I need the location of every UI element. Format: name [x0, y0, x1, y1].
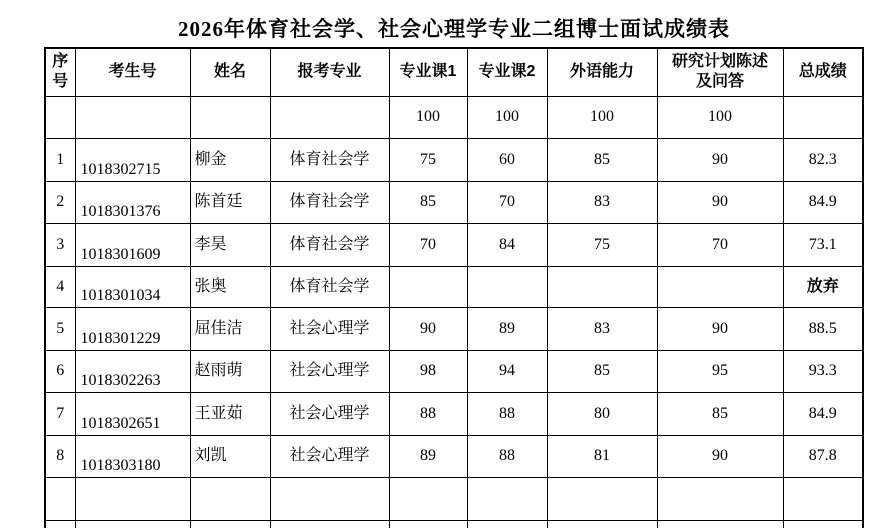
- table-row: [45, 307, 863, 350]
- max-score-cell: [45, 96, 75, 138]
- empty-cell: [270, 520, 389, 528]
- cell-research-plan: 90: [657, 181, 783, 223]
- max-score-cell: 100: [547, 96, 657, 138]
- cell-major: 社会心理学: [270, 350, 389, 392]
- cell-course2: 88: [467, 392, 547, 435]
- empty-row: [45, 477, 863, 520]
- cell-candidate-id: 1018302715: [75, 138, 190, 181]
- cell-seq: 6: [45, 350, 75, 392]
- cell-name: 陈首廷: [190, 181, 270, 223]
- cell-course1: [389, 266, 467, 307]
- cell-foreign-language: 83: [547, 307, 657, 350]
- cell-major: 体育社会学: [270, 138, 389, 181]
- empty-cell: [270, 477, 389, 520]
- column-header-seq: 序号: [45, 48, 75, 96]
- empty-cell: [467, 477, 547, 520]
- column-header-candidate-id: 考生号: [75, 48, 190, 96]
- cell-major: 体育社会学: [270, 181, 389, 223]
- empty-cell: [190, 477, 270, 520]
- empty-cell: [547, 520, 657, 528]
- empty-cell: [547, 477, 657, 520]
- cell-major: 体育社会学: [270, 223, 389, 266]
- table-row: [45, 181, 863, 223]
- cell-course2: 70: [467, 181, 547, 223]
- cell-course2: [467, 266, 547, 307]
- cell-research-plan: 90: [657, 435, 783, 477]
- table-row: [45, 266, 863, 307]
- empty-cell: [75, 520, 190, 528]
- cell-course2: 60: [467, 138, 547, 181]
- empty-cell: [783, 520, 863, 528]
- cell-course1: 70: [389, 223, 467, 266]
- cell-seq: 2: [45, 181, 75, 223]
- cell-name: 柳金: [190, 138, 270, 181]
- max-score-cell: [75, 96, 190, 138]
- cell-course2: 89: [467, 307, 547, 350]
- cell-name: 李昊: [190, 223, 270, 266]
- cell-total: 87.8: [783, 435, 863, 477]
- cell-seq: 3: [45, 223, 75, 266]
- table-row: [45, 223, 863, 266]
- max-score-cell: [783, 96, 863, 138]
- max-score-row: [45, 96, 863, 138]
- cell-candidate-id: 1018302651: [75, 392, 190, 435]
- cell-foreign-language: [547, 266, 657, 307]
- max-score-cell: [270, 96, 389, 138]
- cell-total: 84.9: [783, 392, 863, 435]
- cell-candidate-id: 1018301034: [75, 266, 190, 307]
- cell-seq: 8: [45, 435, 75, 477]
- cell-research-plan: 90: [657, 138, 783, 181]
- column-header-name: 姓名: [190, 48, 270, 96]
- empty-cell: [657, 520, 783, 528]
- cell-foreign-language: 80: [547, 392, 657, 435]
- cell-total: 88.5: [783, 307, 863, 350]
- column-header-course1: 专业课1: [389, 48, 467, 96]
- cell-foreign-language: 75: [547, 223, 657, 266]
- table-row: [45, 350, 863, 392]
- cell-name: 王亚茹: [190, 392, 270, 435]
- cell-major: 社会心理学: [270, 307, 389, 350]
- cell-seq: 7: [45, 392, 75, 435]
- empty-cell: [467, 520, 547, 528]
- cell-total: 84.9: [783, 181, 863, 223]
- cell-foreign-language: 81: [547, 435, 657, 477]
- cell-research-plan: [657, 266, 783, 307]
- empty-cell: [190, 520, 270, 528]
- cell-course2: 94: [467, 350, 547, 392]
- cell-major: 社会心理学: [270, 392, 389, 435]
- cell-course1: 85: [389, 181, 467, 223]
- cell-total: 93.3: [783, 350, 863, 392]
- cell-total: 73.1: [783, 223, 863, 266]
- cell-name: 刘凯: [190, 435, 270, 477]
- cell-course1: 98: [389, 350, 467, 392]
- column-header-course2: 专业课2: [467, 48, 547, 96]
- cell-course1: 88: [389, 392, 467, 435]
- empty-cell: [75, 477, 190, 520]
- cell-name: 张奥: [190, 266, 270, 307]
- header-row: [45, 48, 863, 96]
- empty-cell: [45, 520, 75, 528]
- cell-foreign-language: 85: [547, 138, 657, 181]
- cell-seq: 4: [45, 266, 75, 307]
- cell-total-withdrawn: 放弃: [783, 266, 863, 307]
- cell-name: 屈佳洁: [190, 307, 270, 350]
- cell-foreign-language: 83: [547, 181, 657, 223]
- max-score-cell: 100: [657, 96, 783, 138]
- cell-research-plan: 85: [657, 392, 783, 435]
- empty-cell: [783, 477, 863, 520]
- cell-course2: 88: [467, 435, 547, 477]
- table-row: [45, 435, 863, 477]
- cell-candidate-id: 1018303180: [75, 435, 190, 477]
- column-header-research-plan-text: 研究计划陈述及问答: [671, 53, 768, 91]
- empty-cell: [389, 477, 467, 520]
- empty-cell: [45, 477, 75, 520]
- cell-research-plan: 70: [657, 223, 783, 266]
- cell-name: 赵雨萌: [190, 350, 270, 392]
- interview-score-table: [44, 47, 864, 528]
- cell-candidate-id: 1018302263: [75, 350, 190, 392]
- cell-course2: 84: [467, 223, 547, 266]
- table-row: [45, 392, 863, 435]
- empty-cell: [657, 477, 783, 520]
- table-row: [45, 138, 863, 181]
- cell-course1: 90: [389, 307, 467, 350]
- cell-total: 82.3: [783, 138, 863, 181]
- empty-cell: [389, 520, 467, 528]
- cell-seq: 5: [45, 307, 75, 350]
- empty-row-clipped: [45, 520, 863, 528]
- cell-candidate-id: 1018301609: [75, 223, 190, 266]
- cell-research-plan: 90: [657, 307, 783, 350]
- max-score-cell: [190, 96, 270, 138]
- cell-candidate-id: 1018301229: [75, 307, 190, 350]
- column-header-foreign-language: 外语能力: [547, 48, 657, 96]
- cell-course1: 75: [389, 138, 467, 181]
- max-score-cell: 100: [467, 96, 547, 138]
- cell-major: 社会心理学: [270, 435, 389, 477]
- cell-research-plan: 95: [657, 350, 783, 392]
- cell-candidate-id: 1018301376: [75, 181, 190, 223]
- column-header-research-plan: [657, 48, 783, 96]
- cell-course1: 89: [389, 435, 467, 477]
- column-header-major: 报考专业: [270, 48, 389, 96]
- cell-major: 体育社会学: [270, 266, 389, 307]
- cell-seq: 1: [45, 138, 75, 181]
- max-score-cell: 100: [389, 96, 467, 138]
- column-header-total: 总成绩: [783, 48, 863, 96]
- document-title: 2026年体育社会学、社会心理学专业二组博士面试成绩表: [178, 17, 730, 41]
- cell-foreign-language: 85: [547, 350, 657, 392]
